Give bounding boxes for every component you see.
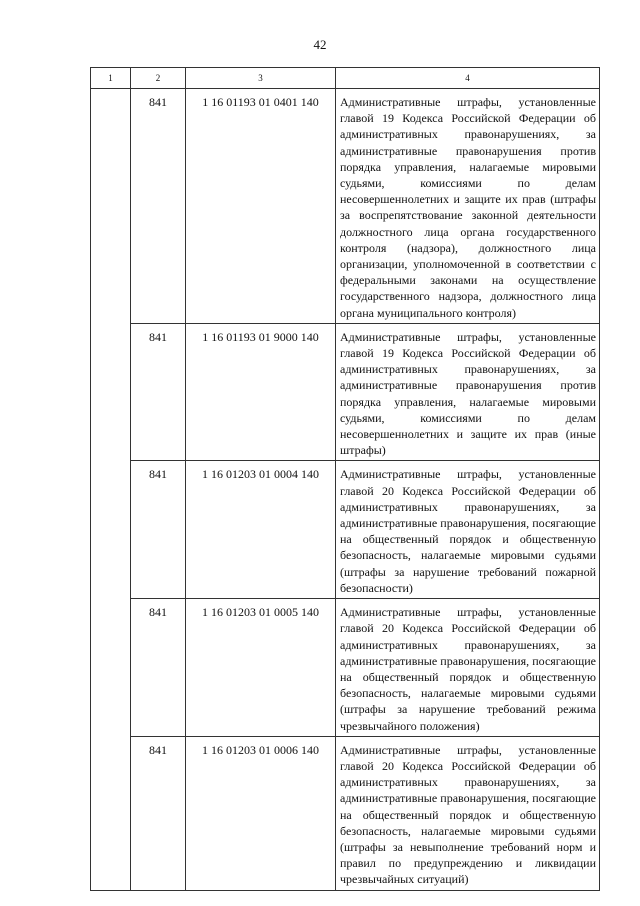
table-header-row [91, 68, 600, 89]
table-row [91, 461, 600, 599]
admin-code-cell: 841 [131, 736, 186, 890]
kbk-code-cell: 1 16 01203 01 0005 140 [186, 599, 336, 737]
description-cell: Административные штрафы, установленные главой 20 Кодекса Российской Федерации об административных правонарушениях, за административные правонарушения, посягающие на общественный порядок и общественную безопасность, налагаемые мировыми судьями (штрафы за невыполнение требований норм и правил по предупреждению и ликвидации чрезвычайных ситуаций) [336, 736, 600, 890]
description-cell: Административные штрафы, установленные главой 19 Кодекса Российской Федерации об административных правонарушениях, за административные правонарушения против порядка управления, налагаемые мировыми судьями, комиссиями по делам несовершеннолетних и защите их прав (иные штрафы) [336, 323, 600, 461]
description-cell: Административные штрафы, установленные главой 19 Кодекса Российской Федерации об административных правонарушениях, за административные правонарушения против порядка управления, налагаемые мировыми судьями, комиссиями по делам несовершеннолетних и защите их прав (штрафы за воспрепятствование законной деятельности должностного лица органа государственного контроля (надзора), должностного лица организации, уполномоченной в соответствии с федеральными законами на осуществление государственного надзора, должностного лица органа муниципального контроля) [336, 89, 600, 324]
budget-codes-table [90, 67, 600, 891]
header-cell-3: 3 [186, 68, 336, 89]
admin-code-cell: 841 [131, 461, 186, 599]
header-cell-1: 1 [91, 68, 131, 89]
kbk-code-cell: 1 16 01193 01 9000 140 [186, 323, 336, 461]
table-row [91, 599, 600, 737]
page-number: 42 [313, 37, 327, 52]
kbk-code-cell: 1 16 01203 01 0004 140 [186, 461, 336, 599]
header-cell-2: 2 [131, 68, 186, 89]
description-cell: Административные штрафы, установленные главой 20 Кодекса Российской Федерации об административных правонарушениях, за административные правонарушения, посягающие на общественный порядок и общественную безопасность, налагаемые мировыми судьями (штрафы за нарушение требований пожарной безопасности) [336, 461, 600, 599]
table-row [91, 323, 600, 461]
description-cell: Административные штрафы, установленные главой 20 Кодекса Российской Федерации об административных правонарушениях, за административные правонарушения, посягающие на общественный порядок и общественную безопасность, налагаемые мировыми судьями (штрафы за нарушение требований режима чрезвычайного положения) [336, 599, 600, 737]
header-cell-4: 4 [336, 68, 600, 89]
admin-code-cell: 841 [131, 599, 186, 737]
admin-code-cell: 841 [131, 323, 186, 461]
empty-group-cell [91, 89, 131, 891]
table-row [91, 89, 600, 324]
admin-code-cell: 841 [131, 89, 186, 324]
kbk-code-cell: 1 16 01203 01 0006 140 [186, 736, 336, 890]
kbk-code-cell: 1 16 01193 01 0401 140 [186, 89, 336, 324]
table-row [91, 736, 600, 890]
